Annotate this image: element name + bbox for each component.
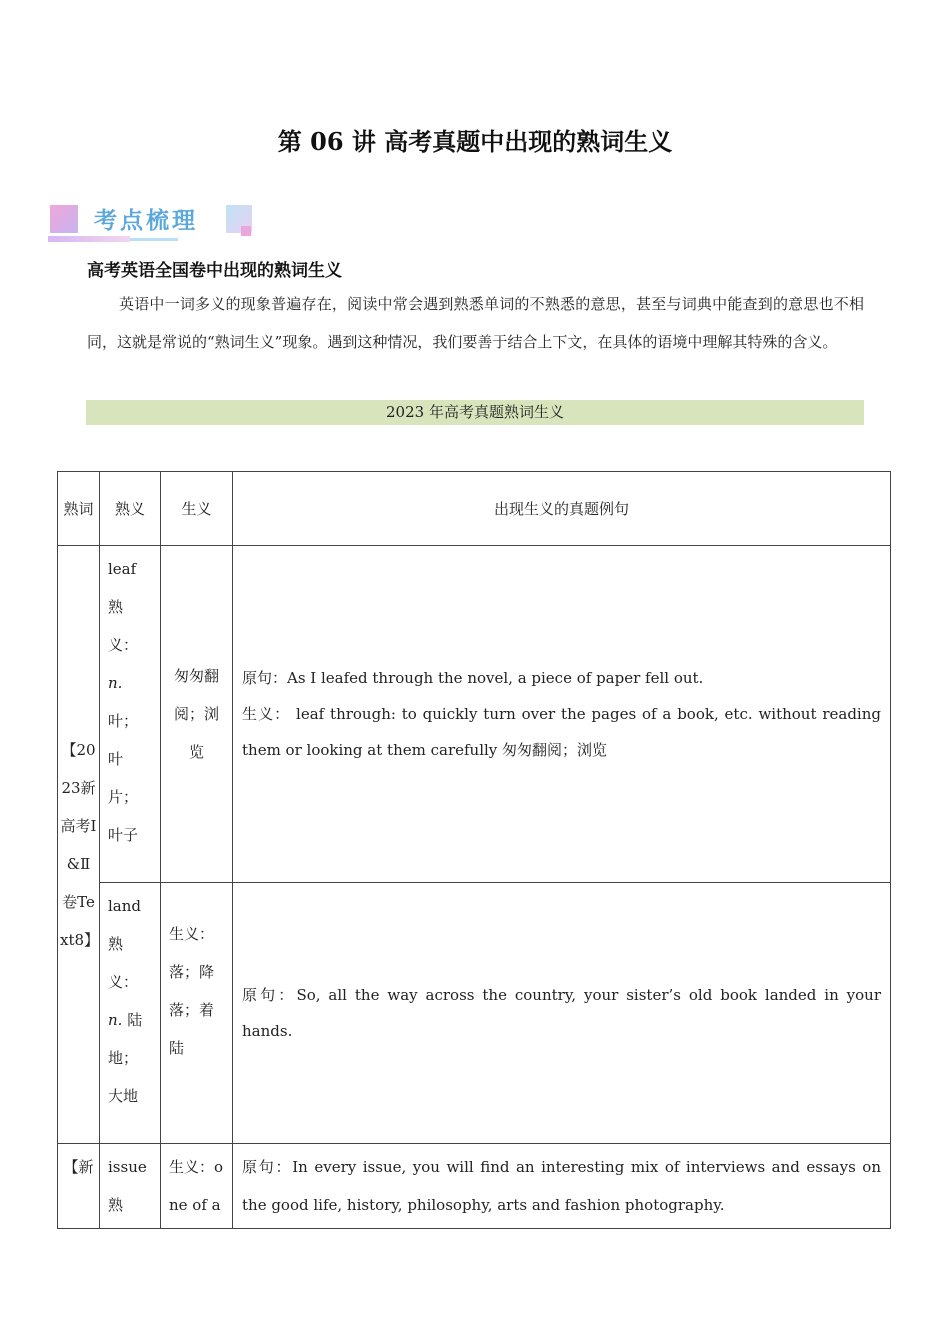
header-word: 熟词 (58, 472, 100, 546)
header-familiar: 熟义 (100, 472, 161, 546)
part-of-speech: n. (108, 1011, 123, 1029)
example-cell (233, 546, 891, 883)
original-sentence: 原句：In every issue, you will find an interesting mix of interviews and essays on the good life, history, philosophy, arts and fashion photography. (242, 1158, 881, 1214)
table-row (58, 546, 891, 883)
part-of-speech: n. (108, 674, 123, 692)
familiar-cell (100, 546, 161, 883)
new-meaning-cell: 生义：one of a (161, 1144, 233, 1229)
familiar-label: 熟 (108, 1196, 124, 1214)
original-sentence: 原句：As I leafed through the novel, a piece of paper fell out. (242, 669, 704, 687)
page-title: 第 06 讲 高考真题中出现的熟词生义 (277, 127, 673, 156)
familiar-label: 熟义： (108, 935, 139, 991)
intro-paragraph: 英语中一词多义的现象普遍存在，阅读中常会遇到熟悉单词的不熟悉的意思，甚至与词典中能查到的意思也不相同，这就是常说的“熟词生义”现象。遇到这种情况，我们要善于结合上下文，在具体的语境中理解其特殊的含义。 (87, 295, 864, 351)
new-meaning-cell: 匆匆翻阅；浏览 (161, 546, 233, 883)
section-subheading: 高考英语全国卷中出现的熟词生义 (87, 261, 342, 281)
word-label: leaf (108, 560, 137, 578)
source-cell: 【2023新高考Ⅰ&Ⅱ卷Text8】 (58, 546, 100, 1144)
header-example: 出现生义的真题例句 (233, 472, 891, 546)
header-new-meaning: 生义 (161, 472, 233, 546)
year-bar: 2023 年高考真题熟词生义 (86, 400, 864, 425)
familiar-cell (100, 883, 161, 1144)
banner-decoration (241, 226, 251, 236)
meaning-explanation: 生义： leaf through: to quickly turn over the pages of a book, etc. without reading them or looking at them carefully 匆匆翻阅；浏览 (242, 705, 881, 759)
banner-label: 考点梳理 (94, 208, 198, 234)
familiar-cell (100, 1144, 161, 1229)
section-banner (48, 200, 258, 246)
original-sentence: 原句：So, all the way across the country, your sister’s old book landed in your hands. (242, 986, 881, 1040)
vocab-table (57, 471, 891, 1229)
example-cell (233, 883, 891, 1144)
familiar-label: 熟义： (108, 598, 139, 654)
table-row (58, 1144, 891, 1229)
source-cell: 【新 (58, 1144, 100, 1229)
new-meaning-cell: 生义：落；降落；着陆 (161, 883, 233, 1144)
word-label: issue (108, 1158, 147, 1176)
table-row (58, 883, 891, 1144)
table-header-row (58, 472, 891, 546)
word-label: land (108, 897, 142, 915)
banner-decoration (50, 205, 78, 233)
familiar-meaning: 陆地；大地 (108, 1011, 143, 1105)
familiar-meaning: 叶；叶片；叶子 (108, 712, 139, 844)
banner-underline (48, 236, 130, 242)
example-cell (233, 1144, 891, 1229)
banner-underline (130, 238, 178, 241)
